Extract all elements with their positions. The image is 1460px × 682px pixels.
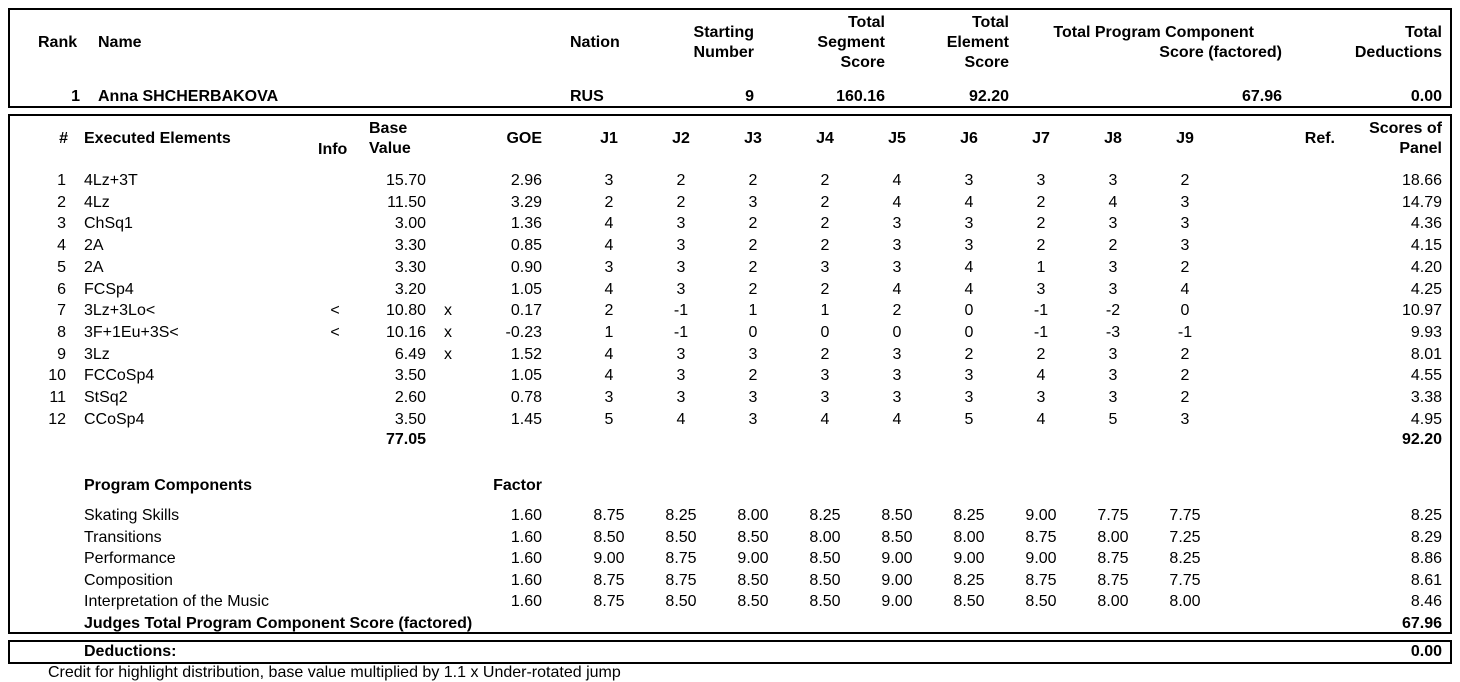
component-judge-9: 7.75	[1169, 571, 1201, 589]
component-judge-3: 8.00	[737, 507, 769, 524]
element-goe: 1.52	[510, 345, 542, 363]
component-judge-6: 8.50	[953, 593, 985, 610]
components-total-value: 67.96	[1401, 615, 1442, 632]
judge-header-5: J5	[888, 130, 906, 147]
element-judge-1: 1	[604, 323, 614, 341]
header-pcs-1: Total Program Component	[1053, 24, 1254, 41]
header-tes-2: Element	[946, 34, 1009, 51]
element-goe: -0.23	[505, 323, 542, 341]
component-judge-7: 9.00	[1025, 550, 1057, 567]
header-nation: Nation	[570, 34, 620, 51]
element-panel: 3.38	[1410, 389, 1442, 406]
component-judge-8: 8.75	[1097, 571, 1129, 589]
element-judge-4: 2	[820, 345, 830, 363]
deductions-label: Deductions:	[84, 643, 177, 660]
judge-header-8: J8	[1104, 130, 1122, 147]
element-goe: 0.17	[510, 302, 542, 320]
element-judge-1: 3	[604, 258, 614, 276]
element-num: 10	[48, 367, 66, 385]
component-judge-9: 7.75	[1169, 507, 1201, 524]
element-base: 3.30	[394, 258, 426, 276]
component-panel: 8.61	[1410, 571, 1442, 589]
elements-goe-header: GOE	[506, 130, 542, 147]
element-base: 2.60	[394, 389, 426, 406]
deductions-value: 0.00	[1410, 643, 1442, 660]
element-judge-2: 3	[676, 280, 686, 298]
element-judge-7: 2	[1036, 237, 1046, 255]
element-judge-6: 4	[964, 280, 974, 298]
element-judge-3: 2	[748, 367, 758, 385]
element-judge-7: 2	[1036, 345, 1046, 363]
element-x-mark: x	[444, 302, 452, 320]
element-judge-1: 3	[604, 172, 614, 189]
element-num: 8	[57, 323, 66, 341]
element-judge-5: 3	[892, 389, 902, 406]
element-panel: 9.93	[1410, 323, 1442, 341]
element-judge-2: 3	[676, 367, 686, 385]
skater-tss: 160.16	[836, 88, 885, 105]
judge-header-6: J6	[960, 130, 978, 147]
element-judge-9: 2	[1180, 172, 1190, 189]
element-base: 10.16	[385, 323, 426, 341]
element-judge-6: 4	[964, 258, 974, 276]
element-judge-2: 3	[676, 258, 686, 276]
component-judge-9: 8.00	[1169, 593, 1201, 610]
element-judge-8: 3	[1108, 367, 1118, 385]
element-judge-9: 2	[1180, 258, 1190, 276]
element-judge-7: 3	[1036, 389, 1046, 406]
element-judge-4: 2	[820, 280, 830, 298]
component-judge-6: 8.25	[953, 507, 985, 524]
element-num: 9	[57, 345, 66, 363]
element-goe: 1.05	[510, 280, 542, 298]
element-judge-5: 4	[892, 280, 902, 298]
element-base: 15.70	[385, 172, 426, 189]
component-panel: 8.29	[1410, 528, 1442, 546]
element-panel: 4.95	[1410, 410, 1442, 428]
element-judge-8: 3	[1108, 258, 1118, 276]
elements-ref-header: Ref.	[1304, 130, 1335, 147]
element-judge-5: 4	[892, 172, 902, 189]
element-judge-1: 4	[604, 367, 614, 385]
element-judge-9: 3	[1180, 215, 1190, 233]
element-judge-8: 2	[1108, 237, 1118, 255]
skater-tes: 92.20	[968, 88, 1009, 105]
component-name: Composition	[84, 571, 173, 589]
element-judge-3: 2	[748, 280, 758, 298]
component-judge-2: 8.50	[665, 528, 697, 546]
component-judge-4: 8.50	[809, 593, 841, 610]
element-judge-3: 3	[748, 389, 758, 406]
element-x-mark: x	[444, 323, 452, 341]
component-judge-2: 8.75	[665, 550, 697, 567]
element-judge-9: 3	[1180, 237, 1190, 255]
component-judge-7: 9.00	[1025, 507, 1057, 524]
element-judge-9: 2	[1180, 367, 1190, 385]
element-num: 12	[48, 410, 66, 428]
element-judge-8: 3	[1108, 172, 1118, 189]
element-judge-7: 2	[1036, 193, 1046, 211]
element-base: 11.50	[387, 193, 426, 211]
element-judge-3: 2	[748, 237, 758, 255]
element-judge-4: 3	[820, 367, 830, 385]
element-name: StSq2	[84, 389, 128, 406]
header-tes-1: Total	[971, 14, 1009, 31]
element-judge-6: 5	[964, 410, 974, 428]
element-panel: 10.97	[1401, 302, 1442, 320]
component-judge-1: 8.50	[593, 528, 625, 546]
element-judge-1: 4	[604, 237, 614, 255]
component-judge-9: 7.25	[1169, 528, 1201, 546]
element-base: 3.50	[394, 410, 426, 428]
component-judge-3: 8.50	[737, 593, 769, 610]
element-judge-2: 3	[676, 237, 686, 255]
elements-panel-header-2: Panel	[1399, 140, 1442, 157]
element-judge-9: -1	[1177, 323, 1193, 341]
element-judge-1: 4	[604, 345, 614, 363]
judge-header-1: J1	[600, 130, 618, 147]
elements-num-header: #	[59, 130, 68, 147]
element-judge-7: 4	[1036, 367, 1046, 385]
component-judge-3: 8.50	[737, 571, 769, 589]
element-panel: 4.36	[1410, 215, 1442, 233]
element-judge-7: 3	[1036, 280, 1046, 298]
component-judge-2: 8.75	[665, 571, 697, 589]
element-judge-2: 4	[676, 410, 686, 428]
element-base: 6.49	[394, 345, 426, 363]
element-panel: 14.79	[1401, 193, 1442, 211]
element-judge-1: 2	[604, 193, 614, 211]
skater-deductions: 0.00	[1410, 88, 1442, 105]
element-name: 4Lz	[84, 193, 110, 211]
component-name: Interpretation of the Music	[84, 593, 269, 610]
element-x-mark: x	[444, 345, 452, 363]
element-judge-1: 2	[604, 302, 614, 320]
element-judge-6: 2	[964, 345, 974, 363]
element-base: 3.00	[394, 215, 426, 233]
element-judge-7: 4	[1036, 410, 1046, 428]
component-judge-9: 8.25	[1169, 550, 1201, 567]
element-judge-2: 3	[676, 345, 686, 363]
component-panel: 8.25	[1410, 507, 1442, 524]
element-judge-4: 4	[820, 410, 830, 428]
component-judge-5: 8.50	[881, 507, 913, 524]
element-judge-6: 0	[964, 323, 974, 341]
element-judge-6: 3	[964, 215, 974, 233]
header-deductions-2: Deductions	[1354, 44, 1442, 61]
components-factor-header: Factor	[493, 477, 542, 494]
element-name: CCoSp4	[84, 410, 145, 428]
element-judge-4: 1	[820, 302, 830, 320]
component-judge-6: 8.25	[953, 571, 985, 589]
component-judge-5: 9.00	[881, 571, 913, 589]
component-factor: 1.60	[510, 507, 542, 524]
header-tss-2: Segment	[817, 34, 885, 51]
element-name: 3Lz	[84, 345, 110, 363]
element-num: 3	[57, 215, 66, 233]
element-judge-8: -2	[1105, 302, 1121, 320]
element-goe: 2.96	[510, 172, 542, 189]
element-judge-9: 2	[1180, 389, 1190, 406]
elements-panel-total: 92.20	[1401, 431, 1442, 448]
element-judge-9: 2	[1180, 345, 1190, 363]
component-judge-8: 8.00	[1097, 593, 1129, 610]
header-starting-number-1: Starting	[693, 24, 754, 41]
component-judge-1: 8.75	[593, 507, 625, 524]
skater-starting-number: 9	[745, 88, 754, 105]
component-judge-4: 8.25	[809, 507, 841, 524]
elements-base-header-2: Value	[369, 140, 411, 157]
elements-panel-header-1: Scores of	[1369, 120, 1442, 137]
element-panel: 8.01	[1410, 345, 1442, 363]
elements-title: Executed Elements	[84, 130, 231, 147]
element-goe: 1.36	[510, 215, 542, 233]
element-num: 7	[57, 302, 66, 320]
element-name: 3Lz+3Lo<	[84, 302, 156, 320]
element-judge-1: 4	[604, 215, 614, 233]
element-num: 5	[57, 258, 66, 276]
component-judge-7: 8.75	[1025, 528, 1057, 546]
element-judge-5: 3	[892, 367, 902, 385]
deductions-box	[8, 640, 1452, 664]
element-judge-8: 5	[1108, 410, 1118, 428]
element-judge-3: 0	[748, 323, 758, 341]
element-name: ChSq1	[84, 215, 133, 233]
header-starting-number-2: Number	[693, 44, 754, 61]
element-judge-4: 2	[820, 193, 830, 211]
component-judge-7: 8.75	[1025, 571, 1057, 589]
header-name: Name	[98, 34, 142, 51]
component-panel: 8.86	[1410, 550, 1442, 567]
component-name: Skating Skills	[84, 507, 180, 524]
components-total-label: Judges Total Program Component Score (factored)	[84, 615, 473, 632]
element-judge-5: 3	[892, 215, 902, 233]
component-name: Performance	[84, 550, 176, 567]
component-factor: 1.60	[510, 550, 542, 567]
component-judge-3: 9.00	[737, 550, 769, 567]
element-judge-3: 1	[748, 302, 758, 320]
header-tss-3: Score	[840, 54, 885, 71]
element-judge-2: 2	[676, 172, 686, 189]
element-judge-7: -1	[1033, 302, 1049, 320]
element-judge-7: 2	[1036, 215, 1046, 233]
element-judge-5: 4	[892, 410, 902, 428]
element-goe: 1.05	[510, 367, 542, 385]
element-judge-1: 5	[604, 410, 614, 428]
element-base: 3.30	[394, 237, 426, 255]
element-base: 3.50	[394, 367, 426, 385]
element-base: 10.80	[385, 302, 426, 320]
judge-header-4: J4	[816, 130, 834, 147]
component-factor: 1.60	[510, 593, 542, 610]
element-goe: 3.29	[510, 193, 542, 211]
element-judge-9: 3	[1180, 193, 1190, 211]
element-name: 4Lz+3T	[84, 172, 138, 189]
component-judge-2: 8.25	[665, 507, 697, 524]
element-judge-5: 3	[892, 345, 902, 363]
element-judge-3: 2	[748, 215, 758, 233]
element-judge-6: 3	[964, 237, 974, 255]
judge-header-9: J9	[1176, 130, 1194, 147]
element-judge-7: 1	[1036, 258, 1046, 276]
component-judge-2: 8.50	[665, 593, 697, 610]
element-judge-6: 3	[964, 389, 974, 406]
skater-name: Anna SHCHERBAKOVA	[98, 88, 279, 105]
element-goe: 0.85	[510, 237, 542, 255]
element-judge-7: 3	[1036, 172, 1046, 189]
element-judge-3: 3	[748, 345, 758, 363]
element-judge-8: 4	[1108, 193, 1118, 211]
component-judge-1: 8.75	[593, 593, 625, 610]
element-goe: 0.78	[510, 389, 542, 406]
component-factor: 1.60	[510, 528, 542, 546]
element-judge-3: 3	[748, 193, 758, 211]
element-judge-4: 3	[820, 389, 830, 406]
element-judge-3: 2	[748, 172, 758, 189]
element-panel: 4.20	[1410, 258, 1442, 276]
header-tes-3: Score	[964, 54, 1009, 71]
component-judge-8: 7.75	[1097, 507, 1129, 524]
component-judge-6: 8.00	[953, 528, 985, 546]
element-panel: 4.25	[1410, 280, 1442, 298]
element-judge-5: 4	[892, 193, 902, 211]
component-name: Transitions	[84, 528, 162, 546]
component-judge-4: 8.00	[809, 528, 841, 546]
skater-nation: RUS	[570, 88, 604, 105]
header-deductions-1: Total	[1404, 24, 1442, 41]
element-judge-4: 2	[820, 237, 830, 255]
element-judge-6: 3	[964, 367, 974, 385]
element-judge-8: 3	[1108, 215, 1118, 233]
element-panel: 4.15	[1410, 237, 1442, 255]
element-judge-4: 2	[820, 172, 830, 189]
element-judge-8: 3	[1108, 280, 1118, 298]
element-num: 4	[57, 237, 66, 255]
component-factor: 1.60	[510, 571, 542, 589]
element-panel: 18.66	[1401, 172, 1442, 189]
component-judge-5: 9.00	[881, 550, 913, 567]
element-judge-7: -1	[1033, 323, 1049, 341]
component-panel: 8.46	[1410, 593, 1442, 610]
element-judge-2: 3	[676, 215, 686, 233]
element-judge-9: 3	[1180, 410, 1190, 428]
element-judge-2: -1	[673, 302, 689, 320]
element-judge-9: 4	[1180, 280, 1190, 298]
component-judge-5: 8.50	[881, 528, 913, 546]
header-tss-1: Total	[847, 14, 885, 31]
element-judge-5: 3	[892, 258, 902, 276]
element-judge-5: 2	[892, 302, 902, 320]
element-num: 6	[57, 280, 66, 298]
element-judge-6: 3	[964, 172, 974, 189]
component-judge-1: 9.00	[593, 550, 625, 567]
component-judge-5: 9.00	[881, 593, 913, 610]
elements-base-header-1: Base	[369, 120, 408, 137]
element-judge-6: 4	[964, 193, 974, 211]
components-title: Program Components	[84, 477, 253, 494]
element-num: 11	[49, 389, 66, 406]
element-name: FCSp4	[84, 280, 134, 298]
element-judge-2: 2	[676, 193, 686, 211]
component-judge-1: 8.75	[593, 571, 625, 589]
element-judge-4: 3	[820, 258, 830, 276]
element-goe: 1.45	[510, 410, 542, 428]
element-panel: 4.55	[1410, 367, 1442, 385]
element-judge-9: 0	[1180, 302, 1190, 320]
element-judge-2: 3	[676, 389, 686, 406]
element-judge-5: 0	[892, 323, 902, 341]
component-judge-3: 8.50	[737, 528, 769, 546]
element-judge-6: 0	[964, 302, 974, 320]
skater-rank: 1	[71, 88, 80, 105]
element-num: 2	[57, 193, 66, 211]
element-base: 3.20	[394, 280, 426, 298]
element-name: 2A	[84, 258, 104, 276]
component-judge-4: 8.50	[809, 571, 841, 589]
element-judge-8: 3	[1108, 389, 1118, 406]
elements-base-total: 77.05	[385, 431, 426, 448]
element-judge-1: 4	[604, 280, 614, 298]
element-judge-3: 3	[748, 410, 758, 428]
header-rank: Rank	[38, 34, 78, 51]
element-judge-4: 2	[820, 215, 830, 233]
element-info: <	[330, 302, 340, 320]
skater-pcs: 67.96	[1241, 88, 1282, 105]
judge-header-7: J7	[1032, 130, 1050, 147]
component-judge-7: 8.50	[1025, 593, 1057, 610]
footnote: Credit for highlight distribution, base value multiplied by 1.1 x Under-rotated jump	[48, 664, 621, 681]
component-judge-8: 8.75	[1097, 550, 1129, 567]
element-judge-8: -3	[1105, 323, 1121, 341]
element-info: <	[330, 323, 340, 341]
element-name: FCCoSp4	[84, 367, 155, 385]
header-pcs-2: Score (factored)	[1159, 44, 1282, 61]
element-goe: 0.90	[510, 258, 542, 276]
element-judge-1: 3	[604, 389, 614, 406]
element-judge-2: -1	[673, 323, 689, 341]
element-judge-8: 3	[1108, 345, 1118, 363]
component-judge-4: 8.50	[809, 550, 841, 567]
element-judge-4: 0	[820, 323, 830, 341]
element-judge-5: 3	[892, 237, 902, 255]
element-name: 2A	[84, 237, 104, 255]
judge-header-3: J3	[744, 130, 762, 147]
element-judge-3: 2	[748, 258, 758, 276]
elements-info-header: Info	[318, 141, 348, 158]
element-num: 1	[57, 172, 66, 189]
element-name: 3F+1Eu+3S<	[84, 323, 179, 341]
judge-header-2: J2	[672, 130, 690, 147]
component-judge-6: 9.00	[953, 550, 985, 567]
component-judge-8: 8.00	[1097, 528, 1129, 546]
